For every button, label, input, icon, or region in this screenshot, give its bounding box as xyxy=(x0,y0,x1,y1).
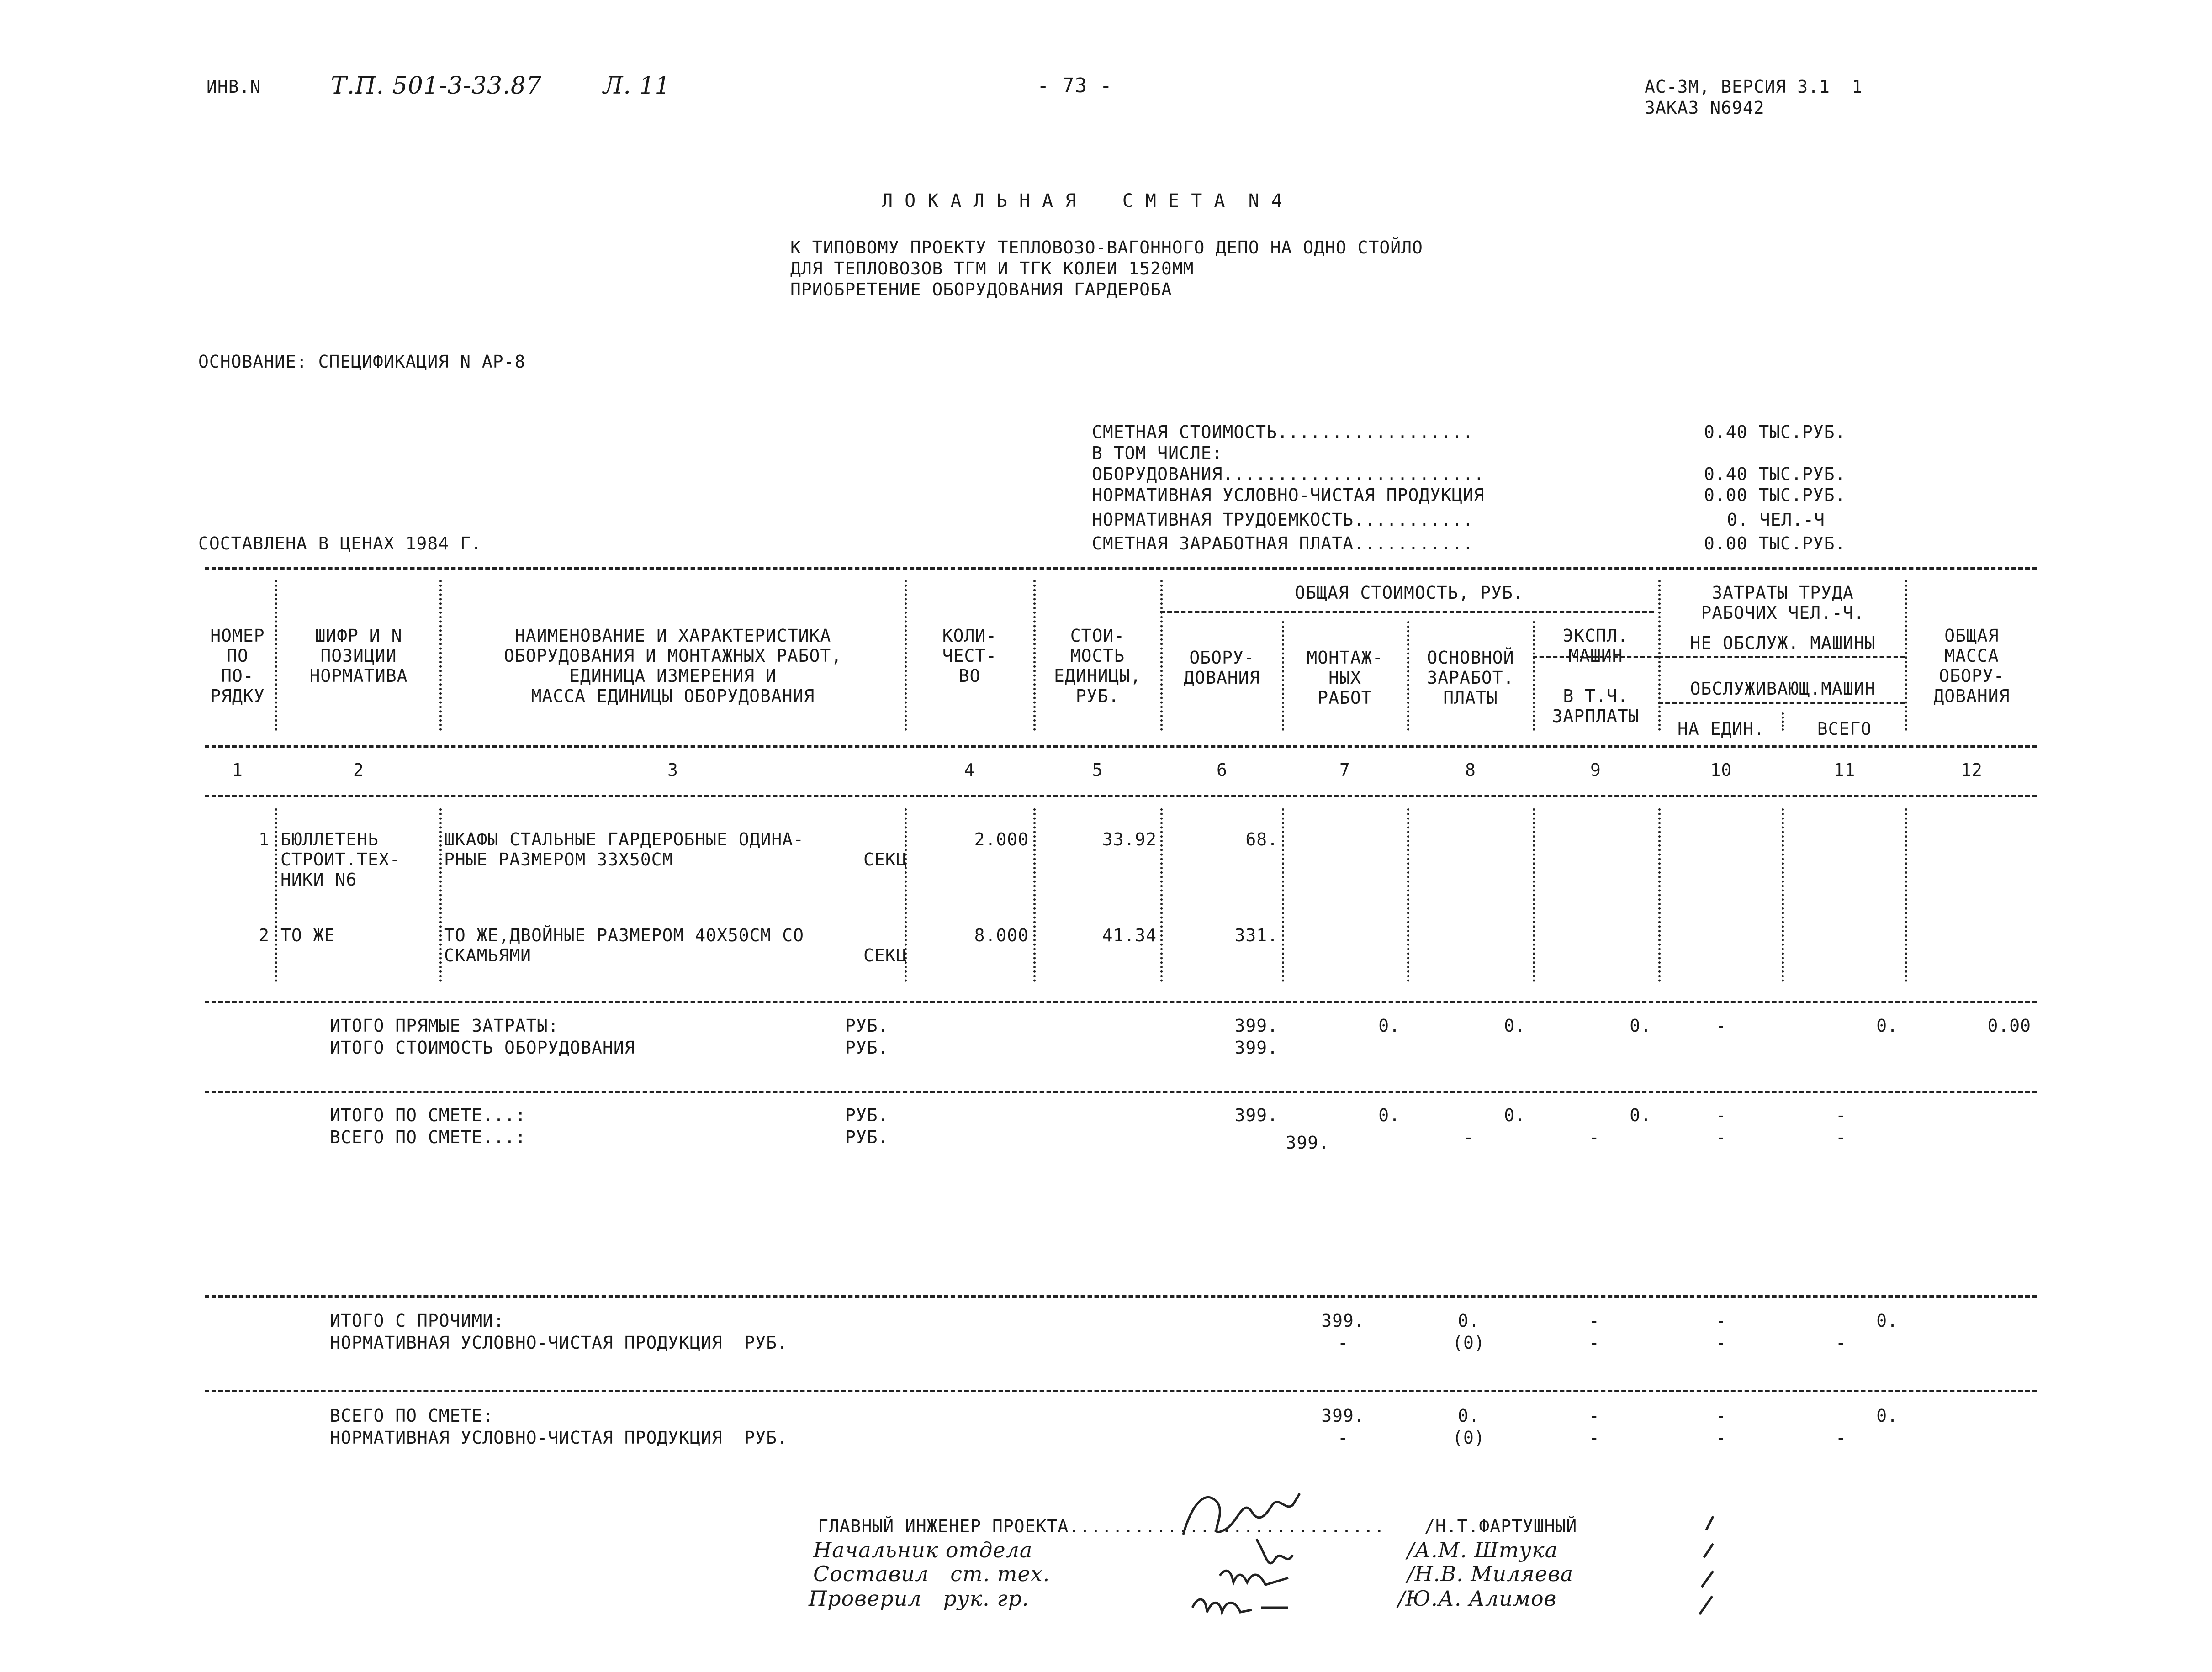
table-rule xyxy=(205,795,2037,797)
totals-unit: РУБ. xyxy=(845,1038,889,1058)
column-separator xyxy=(439,808,442,982)
totals-labor-unit: - xyxy=(1715,1105,1727,1125)
totals-installation: 0. xyxy=(1378,1016,1400,1036)
column-number: 6 xyxy=(1217,760,1228,780)
column-separator xyxy=(1033,808,1036,982)
totals-salary: (0) xyxy=(1452,1333,1485,1353)
project-reference: Т.П. 501-3-33.87 xyxy=(331,72,542,100)
prices-year: СОСТАВЛЕНА В ЦЕНАХ 1984 Г. xyxy=(198,533,482,554)
header-equipment: ОБОРУ- ДОВАНИЯ xyxy=(1184,648,1260,688)
totals-salary: - xyxy=(1463,1127,1474,1147)
column-separator xyxy=(1282,808,1284,982)
totals-machines: 0. xyxy=(1630,1105,1651,1125)
inventory-label: ИНВ.N xyxy=(206,77,261,97)
totals-label: ИТОГО ПРЯМЫЕ ЗАТРАТЫ: xyxy=(330,1016,559,1036)
table-rule xyxy=(205,567,2037,570)
table-rule xyxy=(205,1091,2037,1093)
header-subrule xyxy=(1658,702,1905,704)
totals-installation: 0. xyxy=(1378,1105,1400,1125)
row-equipment-cost: 331. xyxy=(1234,925,1278,945)
totals-labor-total: - xyxy=(1836,1428,1847,1448)
summary-value: 0.40 ТЫС.РУБ. xyxy=(1704,464,1846,484)
author-label: Составил ст. тех. xyxy=(813,1561,1050,1586)
header-per-unit: НА ЕДИН. xyxy=(1677,719,1765,739)
row-unit-price: 33.92 xyxy=(1102,829,1157,849)
summary-value: 0.00 ТЫС.РУБ. xyxy=(1704,485,1846,505)
summary-label: СМЕТНАЯ ЗАРАБОТНАЯ ПЛАТА........... xyxy=(1092,533,1474,554)
totals-labor-unit: - xyxy=(1715,1333,1727,1353)
totals-label: НОРМАТИВНАЯ УСЛОВНО-ЧИСТАЯ ПРОДУКЦИЯ РУБ. xyxy=(330,1428,788,1448)
row-name: ТО ЖЕ,ДВОЙНЫЕ РАЗМЕРОМ 40Х50СМ СО СКАМЬЯМИ xyxy=(444,925,804,965)
totals-labor-unit: - xyxy=(1715,1406,1727,1426)
header-row-number: НОМЕР ПО ПО- РЯДКУ xyxy=(210,626,265,706)
totals-salary: 0. xyxy=(1504,1105,1526,1125)
column-separator xyxy=(1905,808,1907,982)
author-name: /Н.В. Миляева xyxy=(1407,1561,1574,1586)
header-installation: МОНТАЖ- НЫХ РАБОТ xyxy=(1307,648,1383,708)
totals-installation: - xyxy=(1338,1428,1349,1448)
header-subrule xyxy=(1160,611,1654,613)
header-subrule xyxy=(1658,656,1905,658)
totals-equipment: 399. xyxy=(1234,1016,1278,1036)
header-unit-price: СТОИ- МОСТЬ ЕДИНИЦЫ, РУБ. xyxy=(1053,626,1142,706)
totals-labor-unit: - xyxy=(1715,1428,1727,1448)
header-name: НАИМЕНОВАНИЕ И ХАРАКТЕРИСТИКА ОБОРУДОВАНИЯ И МОНТАЖНЫХ РАБОТ, ЕДИНИЦА ИЗМЕРЕНИЯ И МАССА ЕДИНИЦЫ ОБОРУДОВАНИЯ xyxy=(503,626,842,706)
totals-machines: - xyxy=(1589,1428,1600,1448)
totals-installation: 399. xyxy=(1321,1406,1365,1426)
column-separator xyxy=(275,808,277,982)
row-code: БЮЛЛЕТЕНЬ СТРОИТ.ТЕХ- НИКИ N6 xyxy=(280,829,401,890)
row-unit: СЕКЦ xyxy=(863,849,907,870)
column-number: 10 xyxy=(1710,760,1732,780)
page-number: - 73 - xyxy=(1037,74,1112,97)
estimate-subtitle-3: ПРИОБРЕТЕНИЕ ОБОРУДОВАНИЯ ГАРДЕРОБА xyxy=(790,280,1172,300)
totals-unit: РУБ. xyxy=(845,1105,889,1125)
summary-label: НОРМАТИВНАЯ УСЛОВНО-ЧИСТАЯ ПРОДУКЦИЯ xyxy=(1092,485,1485,505)
basis-line: ОСНОВАНИЕ: СПЕЦИФИКАЦИЯ N АР-8 xyxy=(198,352,526,372)
totals-label: ИТОГО ПО СМЕТЕ...: xyxy=(330,1105,526,1125)
table-rule xyxy=(205,745,2037,748)
table-rule xyxy=(205,1390,2037,1392)
totals-machines: - xyxy=(1589,1333,1600,1353)
column-number: 4 xyxy=(964,760,975,780)
summary-label: НОРМАТИВНАЯ ТРУДОЕМКОСТЬ........... xyxy=(1092,510,1474,530)
column-separator xyxy=(1782,808,1784,982)
totals-unit: РУБ. xyxy=(845,1016,889,1036)
column-number: 2 xyxy=(353,760,364,780)
header-total-cost: ОБЩАЯ СТОИМОСТЬ, РУБ. xyxy=(1295,583,1524,603)
column-separator xyxy=(275,580,277,731)
sheet-number: Л. 11 xyxy=(603,72,671,100)
summary-value: 0.40 ТЫС.РУБ. xyxy=(1704,422,1846,442)
totals-labor-total: - xyxy=(1836,1333,1847,1353)
column-number: 11 xyxy=(1833,760,1856,780)
column-number: 8 xyxy=(1465,760,1476,780)
summary-label: ОБОРУДОВАНИЯ........................ xyxy=(1092,464,1485,484)
totals-labor-total: 0. xyxy=(1876,1016,1898,1036)
totals-machines: - xyxy=(1589,1311,1600,1331)
totals-labor-total: - xyxy=(1836,1105,1847,1125)
totals-labor-total: 0. xyxy=(1876,1406,1898,1426)
header-labor-serving: ОБСЛУЖИВАЮЩ.МАШИН xyxy=(1690,679,1876,699)
header-total: ВСЕГО xyxy=(1817,719,1872,739)
totals-machines: 0. xyxy=(1630,1016,1651,1036)
totals-label: ВСЕГО ПО СМЕТЕ...: xyxy=(330,1127,526,1147)
table-rule xyxy=(205,1001,2037,1003)
summary-value: 0.00 ТЫС.РУБ. xyxy=(1704,533,1846,554)
column-separator xyxy=(1533,808,1535,982)
totals-label: НОРМАТИВНАЯ УСЛОВНО-ЧИСТАЯ ПРОДУКЦИЯ РУБ. xyxy=(330,1333,788,1353)
row-number: 2 xyxy=(259,925,270,945)
row-number: 1 xyxy=(259,829,270,849)
column-separator xyxy=(1407,808,1409,982)
column-separator xyxy=(1658,808,1661,982)
summary-label: В ТОМ ЧИСЛЕ: xyxy=(1092,443,1223,463)
column-number: 3 xyxy=(667,760,678,780)
header-labor-not-serving: НЕ ОБСЛУЖ. МАШИНЫ xyxy=(1690,633,1876,653)
totals-salary: (0) xyxy=(1452,1428,1485,1448)
row-quantity: 8.000 xyxy=(974,925,1029,945)
column-separator xyxy=(1160,808,1163,982)
totals-unit: РУБ. xyxy=(845,1127,889,1147)
totals-equipment: 399. xyxy=(1234,1105,1278,1125)
header-machines: ЭКСПЛ. МАШИН В Т.Ч. ЗАРПЛАТЫ xyxy=(1552,626,1640,726)
totals-machines: - xyxy=(1589,1406,1600,1426)
program-version: АС-3М, ВЕРСИЯ 3.1 1 xyxy=(1645,77,1863,97)
column-number: 7 xyxy=(1339,760,1350,780)
totals-labor-total: - xyxy=(1836,1127,1847,1147)
summary-label: СМЕТНАЯ СТОИМОСТЬ.................. xyxy=(1092,422,1474,442)
row-unit: СЕКЦ xyxy=(863,945,907,965)
totals-salary: 0. xyxy=(1458,1311,1480,1331)
totals-labor-unit: - xyxy=(1715,1016,1727,1036)
signature-slashes xyxy=(1681,1512,1722,1621)
header-code: ШИФР И N ПОЗИЦИИ НОРМАТИВА xyxy=(309,626,408,686)
totals-label: ИТОГО СТОИМОСТЬ ОБОРУДОВАНИЯ xyxy=(330,1038,635,1058)
header-base-salary: ОСНОВНОЙ ЗАРАБОТ. ПЛАТЫ xyxy=(1427,648,1514,708)
column-separator xyxy=(1905,580,1907,731)
column-number: 1 xyxy=(232,760,243,780)
row-equipment-cost: 68. xyxy=(1245,829,1278,849)
row-quantity: 2.000 xyxy=(974,829,1029,849)
header-labor: ЗАТРАТЫ ТРУДА РАБОЧИХ ЧЕЛ.-Ч. xyxy=(1701,583,1865,623)
totals-machines: - xyxy=(1589,1127,1600,1147)
column-number: 5 xyxy=(1092,760,1103,780)
summary-value: 0. ЧЕЛ.-Ч xyxy=(1727,510,1825,530)
chief-engineer-label: ГЛАВНЫЙ ИНЖЕНЕР ПРОЕКТА............................. xyxy=(818,1516,1385,1536)
header-mass: ОБЩАЯ МАССА ОБОРУ- ДОВАНИЯ xyxy=(1933,626,2010,706)
estimate-subtitle-2: ДЛЯ ТЕПЛОВОЗОВ ТГМ И ТГК КОЛЕИ 1520ММ xyxy=(790,258,1194,279)
totals-label: ВСЕГО ПО СМЕТЕ: xyxy=(330,1406,494,1426)
row-unit-price: 41.34 xyxy=(1102,925,1157,945)
row-code: ТО ЖЕ xyxy=(280,925,335,945)
totals-equipment: 399. xyxy=(1234,1038,1278,1058)
totals-sum: 399. xyxy=(1286,1133,1329,1153)
totals-installation: 399. xyxy=(1321,1311,1365,1331)
checker-label: Проверил рук. гр. xyxy=(809,1586,1029,1611)
totals-salary: 0. xyxy=(1458,1406,1480,1426)
totals-labor-unit: - xyxy=(1715,1127,1727,1147)
chief-engineer-name: /Н.Т.ФАРТУШНЫЙ xyxy=(1424,1516,1577,1536)
table-rule xyxy=(205,1295,2037,1298)
column-separator xyxy=(439,580,442,731)
totals-labor-unit: - xyxy=(1715,1311,1727,1331)
checker-name: /Ю.А. Алимов xyxy=(1398,1586,1557,1611)
totals-salary: 0. xyxy=(1504,1016,1526,1036)
estimate-title: Л О К А Л Ь Н А Я С М Е Т А N 4 xyxy=(882,190,1283,211)
row-name: ШКАФЫ СТАЛЬНЫЕ ГАРДЕРОБНЫЕ ОДИНА- РНЫЕ РАЗМЕРОМ 33Х50СМ xyxy=(444,829,804,870)
header-quantity: КОЛИ- ЧЕСТ- ВО xyxy=(942,626,997,686)
department-head-name: /А.М. Штука xyxy=(1407,1538,1558,1562)
handwritten-signatures xyxy=(1174,1461,1393,1635)
department-head-label: Начальник отдела xyxy=(813,1538,1033,1562)
estimate-subtitle-1: К ТИПОВОМУ ПРОЕКТУ ТЕПЛОВОЗО-ВАГОННОГО ДЕПО НА ОДНО СТОЙЛО xyxy=(790,237,1423,258)
totals-installation: - xyxy=(1338,1333,1349,1353)
totals-label: ИТОГО С ПРОЧИМИ: xyxy=(330,1311,505,1331)
totals-labor-total: 0. xyxy=(1876,1311,1898,1331)
column-number: 9 xyxy=(1590,760,1601,780)
totals-mass: 0.00 xyxy=(1987,1016,2031,1036)
column-number: 12 xyxy=(1961,760,1983,780)
order-number: ЗАКАЗ N6942 xyxy=(1645,98,1765,118)
